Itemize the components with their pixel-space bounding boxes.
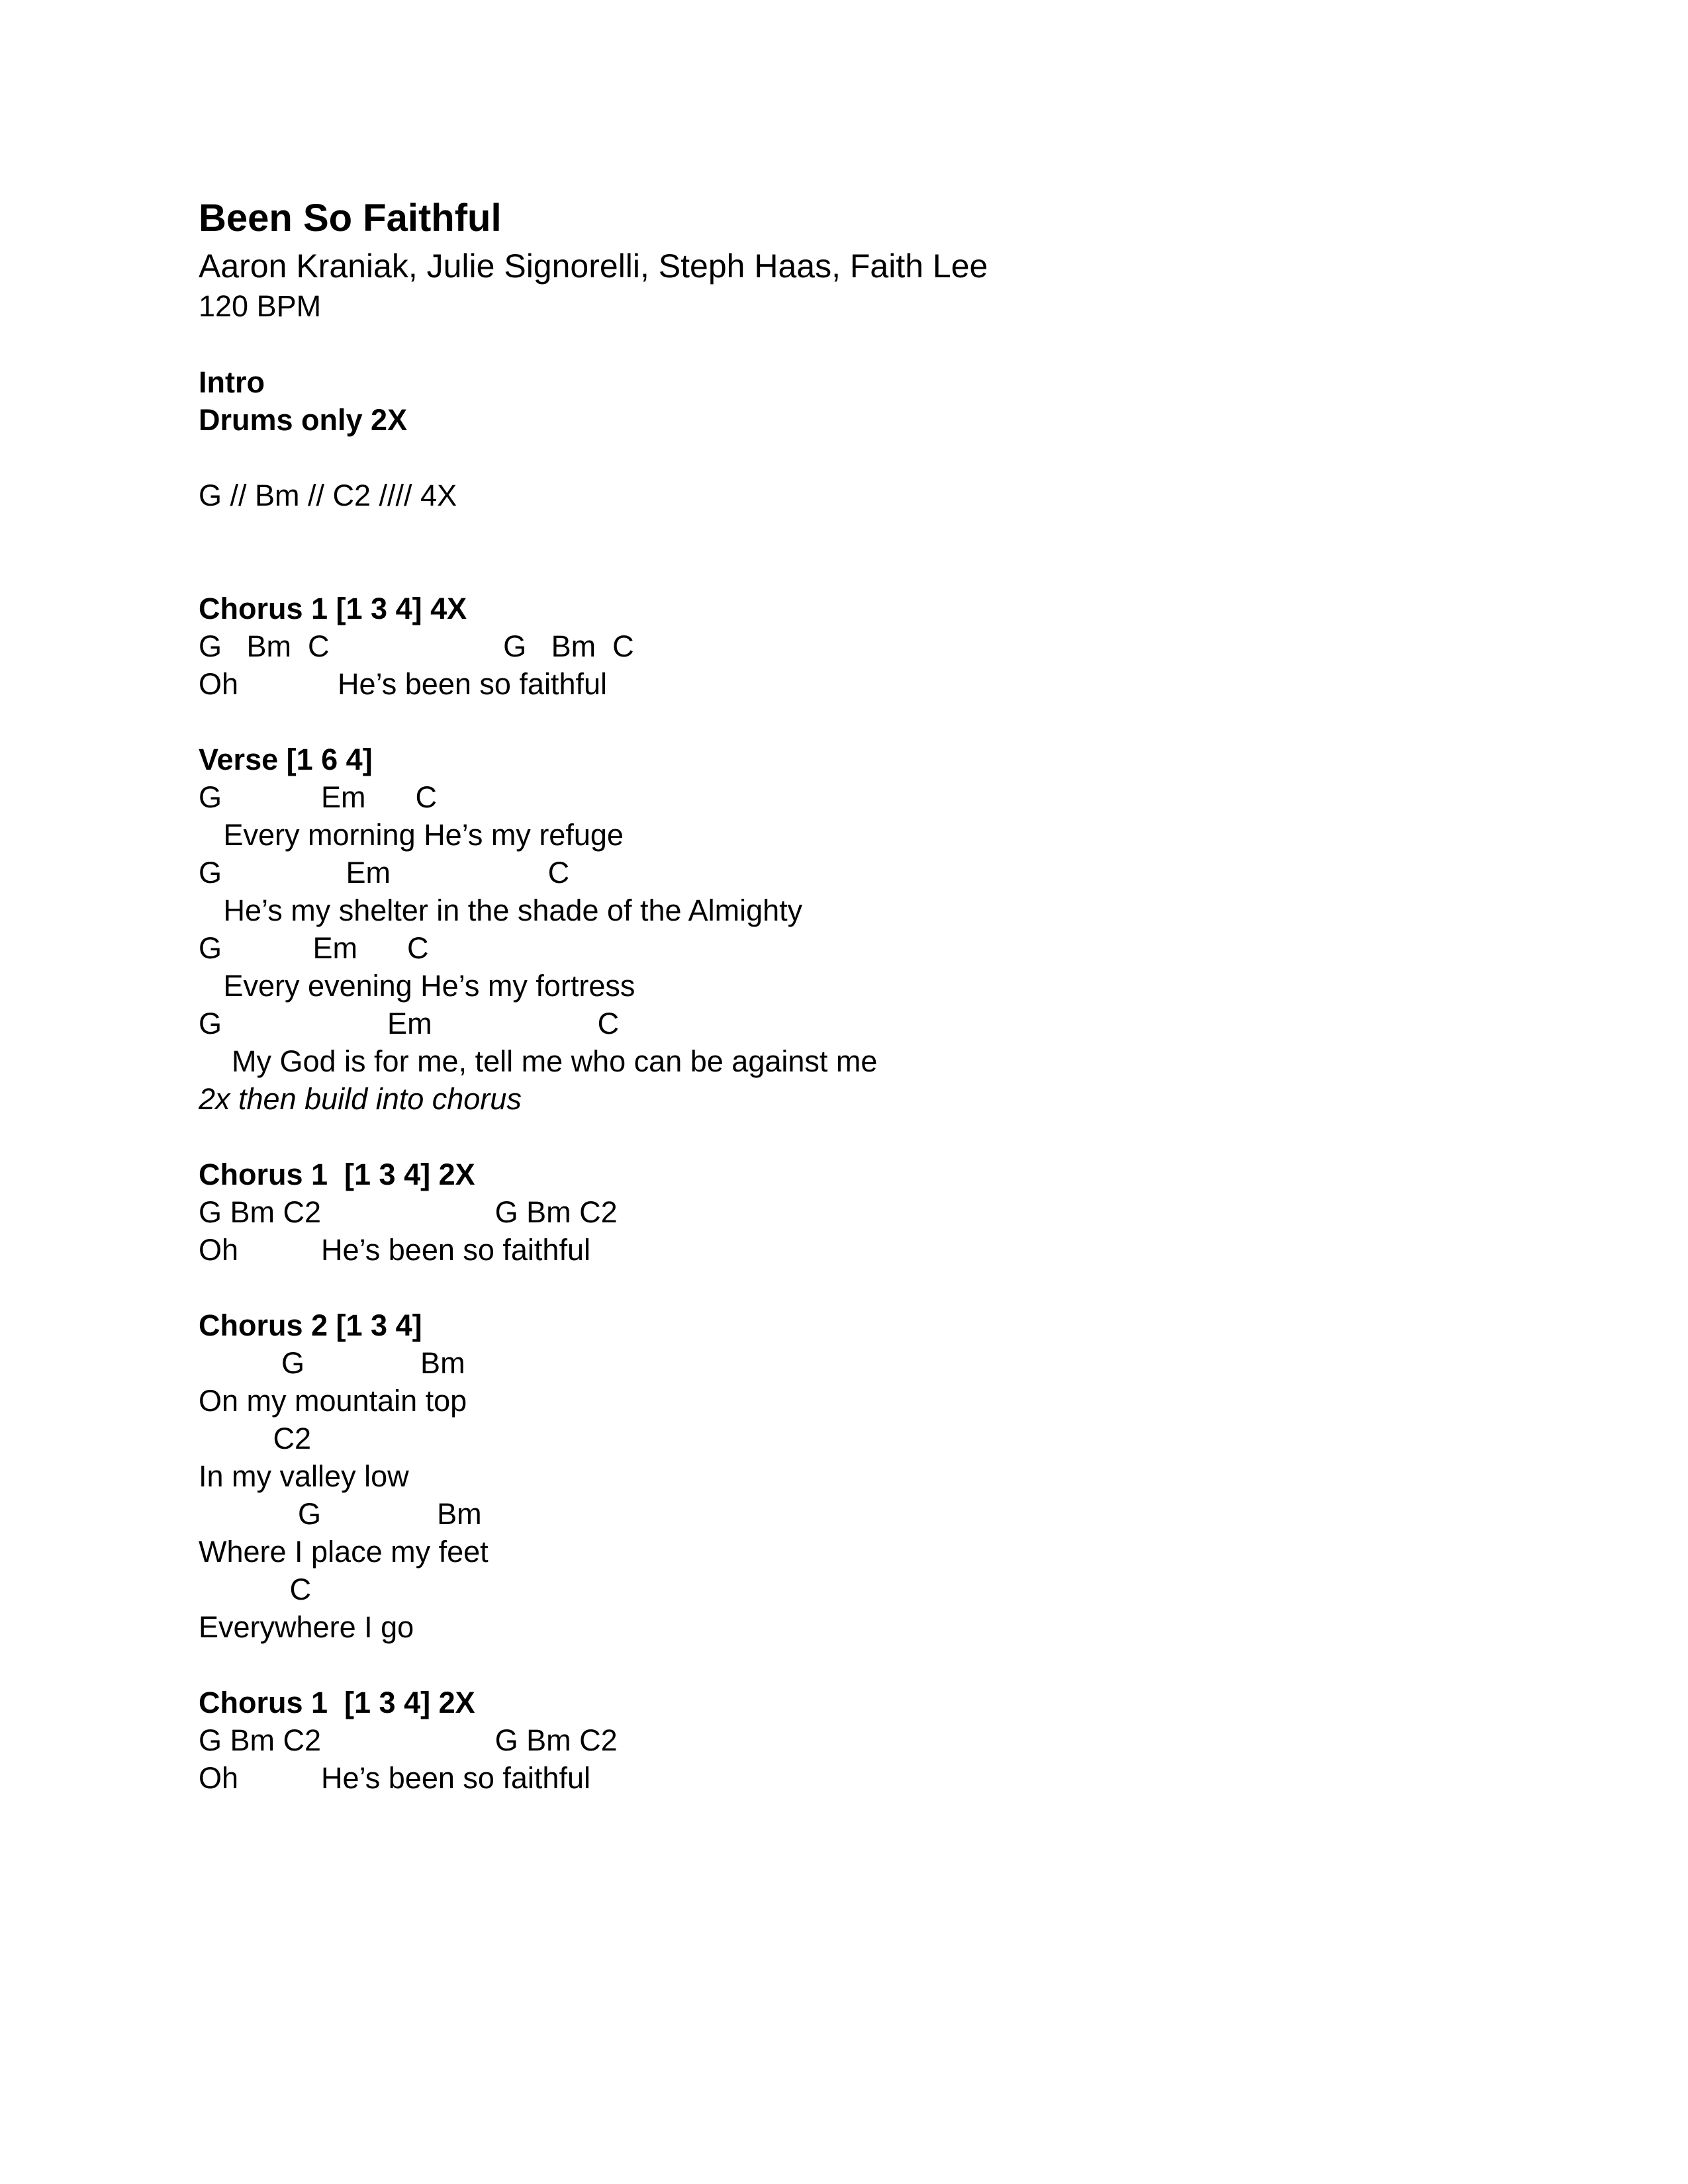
spacer	[199, 514, 1523, 552]
song-authors: Aaron Kraniak, Julie Signorelli, Steph Haas, Faith Lee	[199, 248, 988, 285]
lyric-line: My God is for me, tell me who can be against me	[199, 1044, 878, 1078]
chord-line: G Em C	[199, 931, 429, 965]
spacer	[199, 552, 1523, 590]
chord-line: G Em C	[199, 1007, 620, 1040]
chord-line: C2	[199, 1422, 312, 1455]
lyric-line: Oh He’s been so faithful	[199, 1761, 590, 1795]
spacer	[199, 703, 1523, 741]
chord-line: G Bm C2 G Bm C2	[199, 1195, 618, 1229]
lyric-line: Oh He’s been so faithful	[199, 667, 607, 701]
lyric-line: He’s my shelter in the shade of the Almighty	[199, 893, 803, 927]
chord-line: G Em C	[199, 856, 570, 889]
chord-line: G Bm C G Bm C	[199, 629, 634, 663]
spacer	[199, 439, 1523, 477]
spacer	[199, 1269, 1523, 1306]
chord-sheet	[199, 192, 1523, 1797]
lyric-line: Where I place my feet	[199, 1535, 489, 1569]
chord-line: G Em C	[199, 780, 438, 814]
chord-line: G Bm	[199, 1346, 465, 1380]
lyric-line: On my mountain top	[199, 1384, 467, 1418]
section-heading-verse: Verse [1 6 4]	[199, 743, 373, 776]
spacer	[199, 1646, 1523, 1684]
song-title: Been So Faithful	[199, 197, 502, 240]
chord-line: G Bm	[199, 1497, 482, 1531]
lyric-line: Oh He’s been so faithful	[199, 1233, 590, 1267]
section-heading-chorus-1: Chorus 1 [1 3 4] 4X	[199, 592, 467, 625]
section-heading-chorus-2: Chorus 2 [1 3 4]	[199, 1308, 422, 1342]
chord-line: G Bm C2 G Bm C2	[199, 1723, 618, 1757]
song-tempo: 120 BPM	[199, 289, 322, 323]
lyric-line: In my valley low	[199, 1459, 409, 1493]
lyric-line: Every evening He’s my fortress	[199, 969, 635, 1003]
spacer	[199, 1118, 1523, 1156]
verse-performance-note: 2x then build into chorus	[199, 1082, 522, 1116]
intro-drums-note: Drums only 2X	[199, 403, 408, 437]
section-heading-intro: Intro	[199, 365, 265, 399]
lyric-line: Every morning He’s my refuge	[199, 818, 624, 852]
chord-line: C	[199, 1572, 312, 1606]
section-heading-chorus-1-final: Chorus 1 [1 3 4] 2X	[199, 1686, 475, 1719]
intro-chords: G // Bm // C2 //// 4X	[199, 478, 457, 512]
lyric-line: Everywhere I go	[199, 1610, 414, 1644]
spacer	[199, 326, 1523, 363]
section-heading-chorus-1-repeat: Chorus 1 [1 3 4] 2X	[199, 1158, 475, 1191]
